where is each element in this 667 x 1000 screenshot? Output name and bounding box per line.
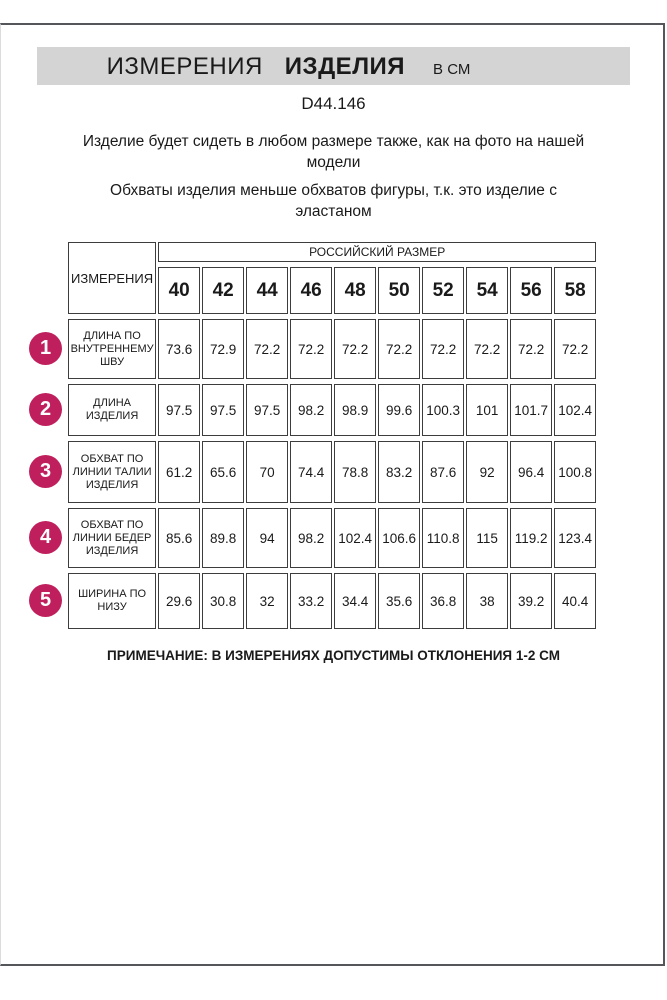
value-cell: 73.6 — [158, 319, 200, 379]
size-group-header-cell: РОССИЙСКИЙ РАЗМЕР — [158, 242, 596, 262]
value-cell: 70 — [246, 441, 288, 503]
value-cell: 97.5 — [158, 384, 200, 436]
value-cell: 102.4 — [554, 384, 596, 436]
value-cell: 115 — [466, 508, 508, 568]
value-cell: 34.4 — [334, 573, 376, 629]
value-cell: 100.8 — [554, 441, 596, 503]
size-header-cell: 58 — [554, 267, 596, 314]
value-cell: 39.2 — [510, 573, 552, 629]
value-cell: 74.4 — [290, 441, 332, 503]
row-number-badge: 5 — [29, 584, 62, 617]
value-cell: 101 — [466, 384, 508, 436]
tolerance-note: ПРИМЕЧАНИЕ: В ИЗМЕРЕНИЯХ ДОПУСТИМЫ ОТКЛОНЕНИЯ 1-2 СМ — [107, 648, 560, 663]
size-header-cell: 42 — [202, 267, 244, 314]
value-cell: 65.6 — [202, 441, 244, 503]
measurement-label-cell: ДЛИНА ПО ВНУТРЕННЕМУ ШВУ — [68, 319, 156, 379]
value-cell: 72.2 — [554, 319, 596, 379]
description-line-2: Обхваты изделия меньше обхватов фигуры, т.к. это изделие с эластаном — [110, 182, 557, 220]
product-code: D44.146 — [301, 94, 366, 113]
measurement-label-cell: ДЛИНА ИЗДЕЛИЯ — [68, 384, 156, 436]
value-cell: 87.6 — [422, 441, 464, 503]
value-cell: 100.3 — [422, 384, 464, 436]
value-cell: 92 — [466, 441, 508, 503]
measurements-table — [66, 237, 598, 634]
table-row — [68, 319, 596, 379]
page-title-bold: ИЗДЕЛИЯ — [284, 53, 406, 80]
value-cell: 36.8 — [422, 573, 464, 629]
value-cell: 123.4 — [554, 508, 596, 568]
row-number-badge: 2 — [29, 393, 62, 426]
value-cell: 72.2 — [334, 319, 376, 379]
measurement-label-cell: ШИРИНА ПО НИЗУ — [68, 573, 156, 629]
value-cell: 78.8 — [334, 441, 376, 503]
value-cell: 72.2 — [510, 319, 552, 379]
value-cell: 89.8 — [202, 508, 244, 568]
value-cell: 101.7 — [510, 384, 552, 436]
size-header-cell: 52 — [422, 267, 464, 314]
value-cell: 30.8 — [202, 573, 244, 629]
page-title-unit: В СМ — [433, 61, 471, 78]
value-cell: 96.4 — [510, 441, 552, 503]
value-cell: 83.2 — [378, 441, 420, 503]
measurement-label-cell: ОБХВАТ ПО ЛИНИИ ТАЛИИ ИЗДЕЛИЯ — [68, 441, 156, 503]
value-cell: 98.2 — [290, 508, 332, 568]
value-cell: 98.9 — [334, 384, 376, 436]
size-header-cell: 44 — [246, 267, 288, 314]
title-bar — [37, 47, 630, 85]
size-header-cell: 54 — [466, 267, 508, 314]
row-number-badge: 3 — [29, 455, 62, 488]
description-line-1: Изделие будет сидеть в любом размере также, как на фото на нашей модели — [82, 133, 585, 171]
table-row — [68, 384, 596, 436]
size-header-cell: 40 — [158, 267, 200, 314]
measurement-label-cell: ОБХВАТ ПО ЛИНИИ БЕДЕР ИЗДЕЛИЯ — [68, 508, 156, 568]
value-cell: 98.2 — [290, 384, 332, 436]
table-row — [68, 573, 596, 629]
table-row — [68, 508, 596, 568]
size-header-cell: 48 — [334, 267, 376, 314]
value-cell: 72.9 — [202, 319, 244, 379]
value-cell: 72.2 — [466, 319, 508, 379]
value-cell: 38 — [466, 573, 508, 629]
value-cell: 102.4 — [334, 508, 376, 568]
table-row — [68, 242, 596, 262]
value-cell: 32 — [246, 573, 288, 629]
value-cell: 35.6 — [378, 573, 420, 629]
measurements-section — [0, 237, 667, 637]
value-cell: 99.6 — [378, 384, 420, 436]
page-title: ИЗМЕРЕНИЯ — [106, 53, 263, 80]
value-cell: 72.2 — [378, 319, 420, 379]
row-number-badge: 4 — [29, 521, 62, 554]
table-row — [68, 441, 596, 503]
value-cell: 85.6 — [158, 508, 200, 568]
value-cell: 29.6 — [158, 573, 200, 629]
size-header-cell: 56 — [510, 267, 552, 314]
corner-header-cell: ИЗМЕРЕНИЯ — [68, 242, 156, 314]
value-cell: 94 — [246, 508, 288, 568]
size-header-cell: 50 — [378, 267, 420, 314]
row-number-badge: 1 — [29, 332, 62, 365]
value-cell: 40.4 — [554, 573, 596, 629]
size-header-cell: 46 — [290, 267, 332, 314]
value-cell: 61.2 — [158, 441, 200, 503]
value-cell: 97.5 — [202, 384, 244, 436]
value-cell: 110.8 — [422, 508, 464, 568]
value-cell: 97.5 — [246, 384, 288, 436]
value-cell: 119.2 — [510, 508, 552, 568]
value-cell: 33.2 — [290, 573, 332, 629]
value-cell: 72.2 — [422, 319, 464, 379]
value-cell: 106.6 — [378, 508, 420, 568]
value-cell: 72.2 — [246, 319, 288, 379]
value-cell: 72.2 — [290, 319, 332, 379]
